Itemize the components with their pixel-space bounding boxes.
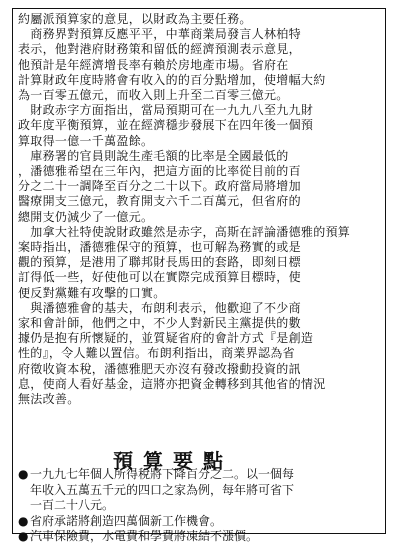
article-line: 政年度平衡預算，並在經濟穩步發展下在四年後一個預	[18, 118, 314, 133]
article-line: 庫務署的官員則說生產毛額的比率是全國最低的	[18, 148, 289, 163]
article-line: 商務界對預算反應平平，中華商業局發言人林柏特	[18, 27, 301, 42]
article-line: 醫療開支三億元，教育開支六千二百萬元，但省府的	[18, 194, 301, 209]
summary-title: 預算要點	[113, 449, 233, 473]
article-line: 家和會計師，他們之中，不少人對新民主黨提供的數	[18, 316, 301, 331]
summary-item-line: 一九九七年個人所得稅將下降百分之二。以一個每	[30, 467, 295, 481]
summary-item-line: 省府承諾將創造四萬個新工作機會。	[30, 513, 223, 528]
article-line: 便反對黨難有攻擊的口實。	[18, 285, 166, 300]
summary-item	[18, 467, 380, 514]
bullet-icon: ●	[18, 513, 29, 528]
article-line: 他預計是年經濟增長率有賴於房地產市場。省府在	[18, 57, 289, 72]
article-line: 加拿大社特使說財政雖然是赤字，高斯在評論潘德雅的預算	[18, 224, 351, 239]
article-line: 據仍是抱有所懷疑的，並質疑省府的會計方式『是創造	[18, 331, 314, 346]
article-line: 總開支仍減少了一億元。	[18, 209, 154, 224]
article-body	[18, 12, 380, 407]
article-line: ，潘德雅希望在三年內，把這方面的比率從目前的百	[18, 164, 301, 179]
summary-item-line: 年收入五萬五千元的四口之家為例，每年將可省下	[30, 482, 295, 497]
article-line: 府徵收資本稅，潘德雅肥天亦沒有發改撥動投資的訊	[18, 361, 301, 376]
article-line: 計算財政年度時將會有收入的的百分點增加，使增幅大約	[18, 72, 326, 87]
article-line: 息，使商人看好基金，這將亦把資金轉移到其他省的情況	[18, 376, 326, 391]
article-line: 無法改善。	[18, 392, 80, 407]
summary-item-line: 一百二十八元。	[30, 498, 115, 513]
article-line: 分之二十一調降至百分之二十以下。政府當局將增加	[18, 179, 301, 194]
article-line: 財政赤字方面指出，當局預期可在一九九八至九九財	[18, 103, 314, 118]
bullet-icon: ●	[18, 529, 29, 544]
article-line: 表示，他對港府財務策和留低的經濟預測表示意見，	[18, 42, 301, 57]
article-line: 觀的預算，是港用了聯邦財長馬田的套路，即刻日標	[18, 255, 301, 270]
summary-list	[18, 467, 380, 545]
document-frame	[12, 8, 386, 544]
article-line: 約屬派預算家的意見，以財政為主要任務。	[18, 12, 252, 26]
article-line: 算取得一億一千萬盈餘。	[18, 133, 154, 148]
article-line: 案時指出，潘德雅保守的預算，也可解為務實的或是	[18, 240, 301, 255]
summary-item	[18, 514, 380, 530]
summary-item-line: 汽車保險費，水電費和學費將凍結不漲價。	[30, 529, 259, 544]
bullet-icon: ●	[18, 467, 29, 481]
article-line: 性的』，令人難以置信。布朗利指出，商業界認為省	[18, 346, 295, 361]
article-line: 為一百零五億元，而收入則上升至二百零三億元。	[18, 88, 289, 103]
article-line: 與潘德雅會的基夫，布朗利表示，他歡迎了不少商	[18, 300, 301, 315]
article-line: 訂得低一些，好使他可以在實際完成預算目標時，使	[18, 270, 301, 285]
